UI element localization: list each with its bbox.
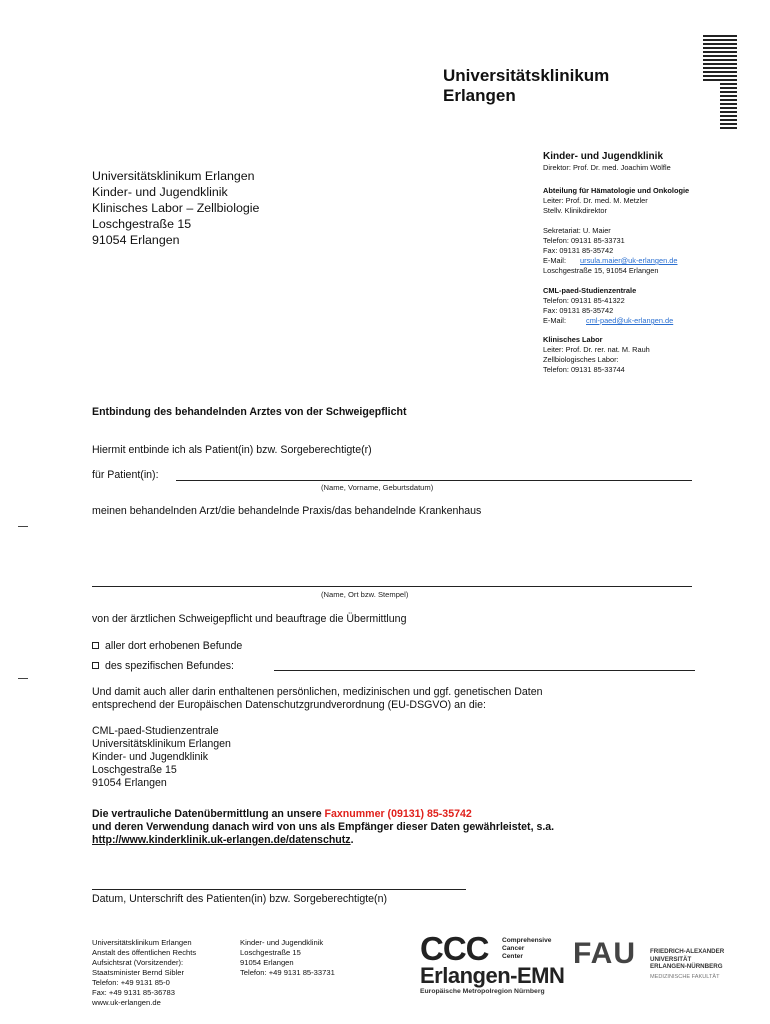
fau-side-line: UNIVERSITÄT: [650, 955, 692, 963]
target-address: [92, 725, 231, 790]
footer-line: Loschgestraße 15: [240, 948, 301, 957]
sidebar-lab: [543, 335, 650, 375]
footer-line: Telefon: +49 9131 85-0: [92, 978, 170, 987]
uk-logo-line1: Universitätsklinikum: [443, 66, 610, 85]
option-specific-checkbox[interactable]: [92, 662, 99, 669]
option-all-checkbox[interactable]: [92, 642, 99, 649]
address-line: Universitätsklinikum Erlangen: [92, 169, 255, 183]
patient-hint: (Name, Vorname, Geburtsdatum): [321, 483, 434, 492]
release-text: von der ärztlichen Schweigepflicht und beauftrage die Übermittlung: [92, 613, 407, 625]
patient-input-line[interactable]: [176, 480, 692, 481]
fau-logo-faculty: MEDIZINISCHE FAKULTÄT: [650, 974, 720, 980]
secretariat-fax: Fax: 09131 85-35742: [543, 246, 614, 255]
patient-label: für Patient(in):: [92, 469, 159, 481]
footer-line: www.uk-erlangen.de: [92, 998, 161, 1007]
ccc-logo-mark: CCC: [420, 930, 489, 967]
doctor-hint: (Name, Ort bzw. Stempel): [321, 590, 409, 599]
dept-head: Leiter: Prof. Dr. med. M. Metzler: [543, 196, 648, 205]
cml-email-link[interactable]: cml-paed@uk-erlangen.de: [586, 316, 674, 325]
footer-line: Aufsichtsrat (Vorsitzender):: [92, 958, 184, 967]
form-intro: Hiermit entbinde ich als Patient(in) bzw. Sorgeberechtigte(r): [92, 444, 372, 456]
signature-input-line[interactable]: [92, 889, 466, 890]
fax-intro: Die vertrauliche Datenübermittlung an unsere: [92, 808, 322, 820]
fau-logo-side: [650, 948, 750, 971]
data-text: [92, 686, 543, 712]
cml-phone: Telefon: 09131 85-41322: [543, 296, 625, 305]
dept-deputy: Stellv. Klinikdirektor: [543, 206, 607, 215]
sidebar-secretariat: [543, 226, 677, 276]
target-line: Kinder- und Jugendklinik: [92, 751, 209, 763]
lab-phone: Telefon: 09131 85-33744: [543, 365, 625, 374]
ccc-logo-name: Erlangen-EMN: [420, 963, 565, 988]
fold-mark: [18, 678, 28, 679]
fau-side-line: ERLANGEN-NÜRNBERG: [650, 963, 723, 970]
fax-line-2: und deren Verwendung danach wird von uns als Empfänger dieser Daten gewährleistet, s.a.: [92, 821, 555, 833]
target-line: CML-paed-Studienzentrale: [92, 725, 219, 737]
secretariat-address: Loschgestraße 15, 91054 Erlangen: [543, 266, 659, 275]
target-line: 91054 Erlangen: [92, 777, 167, 789]
doctor-input-line[interactable]: [92, 586, 692, 587]
clinic-name: Kinder- und Jugendklinik: [543, 151, 664, 162]
fau-logo: [573, 937, 725, 980]
secretariat-name: Sekretariat: U. Maier: [543, 226, 611, 235]
option-specific-row[interactable]: [92, 660, 234, 673]
option-all-row[interactable]: [92, 640, 242, 653]
cml-title: CML-paed-Studienzentrale: [543, 286, 637, 295]
ccc-logo-sub: Europäische Metropolregion Nürnberg: [420, 988, 545, 995]
privacy-link[interactable]: http://www.kinderklinik.uk-erlangen.de/datenschutz: [92, 834, 351, 846]
footer-line: Staatsminister Bernd Sibler: [92, 968, 185, 977]
secretariat-phone: Telefon: 09131 85-33731: [543, 236, 625, 245]
uk-logo: [443, 66, 609, 106]
specific-finding-input-line[interactable]: [274, 670, 695, 671]
fold-mark: [18, 526, 28, 527]
data-line-2: entsprechend der Europäischen Datenschutzgrundverordnung (EU-DSGVO) an die:: [92, 699, 486, 711]
cml-fax: Fax: 09131 85-35742: [543, 306, 614, 315]
address-line: 91054 Erlangen: [92, 233, 180, 247]
secretariat-email-link[interactable]: ursula.maier@uk-erlangen.de: [580, 256, 678, 265]
footer-line: Universitätsklinikum Erlangen: [92, 938, 192, 947]
ccc-side-line: Center: [502, 953, 523, 960]
option-specific-label: des spezifischen Befundes:: [105, 660, 234, 672]
ccc-logo: [420, 930, 565, 995]
address-line: Kinder- und Jugendklinik: [92, 185, 228, 199]
ccc-logo-side: [502, 937, 551, 961]
recipient-address: [92, 168, 259, 248]
footer-line: Kinder- und Jugendklinik: [240, 938, 324, 947]
data-line-1: Und damit auch aller darin enthaltenen persönlichen, medizinischen und ggf. genetischen Daten: [92, 686, 543, 698]
ccc-side-line: Cancer: [502, 945, 525, 952]
form-title: Entbindung des behandelnden Arztes von der Schweigepflicht: [92, 406, 407, 418]
signature-hint: Datum, Unterschrift des Patienten(in) bzw. Sorgeberechtigte(n): [92, 893, 387, 905]
fax-number: Faxnummer (09131) 85-35742: [324, 808, 472, 820]
fau-logo-mark: FAU: [573, 937, 636, 970]
target-line: Universitätsklinikum Erlangen: [92, 738, 231, 750]
lab-title: Klinisches Labor: [543, 335, 603, 344]
dept-title: Abteilung für Hämatologie und Onkologie: [543, 186, 690, 195]
option-all-label: aller dort erhobenen Befunde: [105, 640, 243, 652]
clinic-director: Direktor: Prof. Dr. med. Joachim Wölfle: [543, 163, 671, 172]
uk-logo-stripes-icon: [703, 35, 737, 133]
footer-col1: [92, 938, 196, 1008]
cml-email-label: E-Mail:: [543, 316, 566, 325]
sidebar-cml: [543, 286, 673, 326]
secretariat-email-label: E-Mail:: [543, 256, 566, 265]
lab-sub: Zellbiologisches Labor:: [543, 355, 619, 364]
address-line: Klinisches Labor – Zellbiologie: [92, 201, 260, 215]
doctor-text: meinen behandelnden Arzt/die behandelnde Praxis/das behandelnde Krankenhaus: [92, 505, 482, 517]
privacy-dot: .: [350, 834, 354, 846]
sidebar-department: [543, 186, 689, 216]
ccc-side-line: Comprehensive: [502, 937, 552, 944]
footer-line: 91054 Erlangen: [240, 958, 294, 967]
footer-col2: [240, 938, 335, 978]
target-line: Loschgestraße 15: [92, 764, 177, 776]
lab-head: Leiter: Prof. Dr. rer. nat. M. Rauh: [543, 345, 650, 354]
sidebar-clinic: [543, 150, 671, 173]
footer-line: Telefon: +49 9131 85-33731: [240, 968, 335, 977]
fau-side-line: FRIEDRICH-ALEXANDER: [650, 948, 725, 955]
fax-notice: [92, 808, 554, 847]
address-line: Loschgestraße 15: [92, 217, 192, 231]
footer-line: Fax: +49 9131 85-36783: [92, 988, 175, 997]
uk-logo-line2: Erlangen: [443, 86, 516, 105]
footer-line: Anstalt des öffentlichen Rechts: [92, 948, 197, 957]
